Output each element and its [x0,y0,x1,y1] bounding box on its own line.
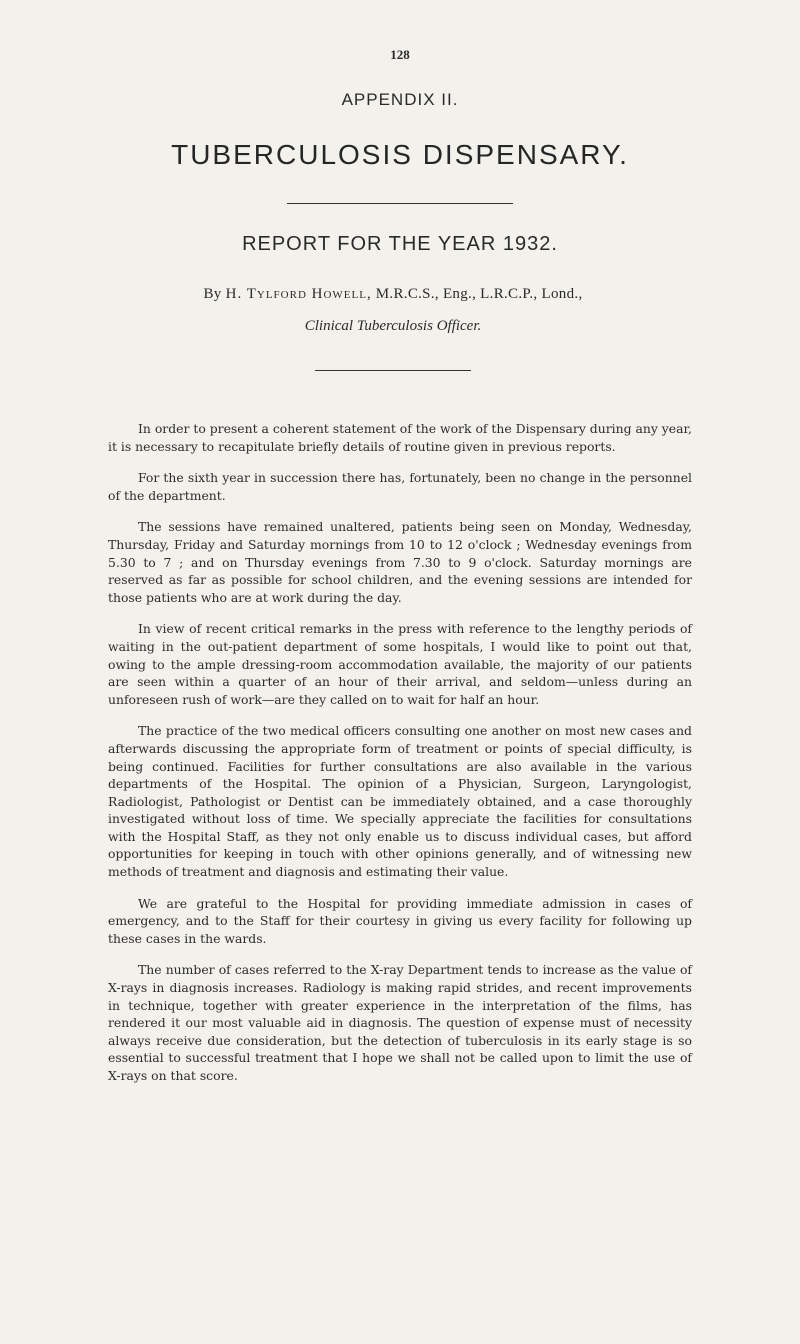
paragraph: In view of recent critical remarks in the press with reference to the lengthy periods of waiting in the out-patient department of some hospitals, I would like to point out that, owing to the ample dressing-room accommodation available, the majority of our patients are seen within a quarter of an hour of their arrival, and seldom—unless during an unforeseen rush of work—are they called on to wait for half an hour. [108,621,692,707]
author-prefix: By [203,286,222,302]
paragraph: For the sixth year in succession there has, fortunately, been no change in the personnel of the department. [108,470,692,503]
appendix-heading: APPENDIX II. [341,90,459,109]
report-body [108,420,692,1099]
divider-rule [315,370,471,371]
paragraph: The number of cases referred to the X-ray Department tends to increase as the value of X-rays in diagnosis increases. Radiology is making rapid strides, and recent improvements in technique, together with greater experience in the interpretation of the films, has rendered it our most valuable aid in diagnosis. The question of expense must of necessity always receive due consideration, but the detection of tuberculosis in its early stage is so essential to successful treatment that I hope we shall not be called upon to limit the use of X-rays on that score. [108,962,692,1083]
page-title: TUBERCULOSIS DISPENSARY. [171,139,629,170]
report-title: REPORT FOR THE YEAR 1932. [242,233,558,255]
author-name: H. Tylford Howell, [225,286,372,302]
paragraph: The practice of the two medical officers consulting one another on most new cases and afterwards discussing the appropriate form of treatment or points of special difficulty, is being continued. Facilities for further consultations are also available in the various departments of the Hospital. The opinion of a Physician, Surgeon, Laryngologist, Radiologist, Pathologist or Dentist can be immediately obtained, and a case thoroughly investigated without loss of time. We specially appreciate the facilities for consultations with the Hospital Staff, as they not only enable us to discuss individual cases, but afford opportunities for keeping in touch with other opinions generally, and of witnessing new methods of treatment and diagnosis and estimating their value. [108,723,692,880]
author-qualifications: M.R.C.S., Eng., L.R.C.P., Lond., [375,286,583,302]
author-line [0,286,786,303]
paragraph: In order to present a coherent statement of the work of the Dispensary during any year, it is necessary to recapitulate briefly details of routine given in previous reports. [108,421,692,454]
divider-rule [287,203,513,204]
paragraph: We are grateful to the Hospital for providing immediate admission in cases of emergency, and to the Staff for their courtesy in giving us every facility for following up these cases in the wards. [108,895,692,946]
paragraph: The sessions have remained unaltered, patients being seen on Monday, Wednesday, Thursday, Friday and Saturday mornings from 10 to 12 o'clock ; Wednesday evenings from 5.30 to 7 ; and on Thursday evenings from 7.30 to 9 o'clock. Saturday mornings are reserved as far as possible for school children, and the evening sessions are intended for those patients who are at work during the day. [108,519,692,605]
author-role: Clinical Tuberculosis Officer. [304,318,482,334]
page-number: 128 [390,47,410,62]
